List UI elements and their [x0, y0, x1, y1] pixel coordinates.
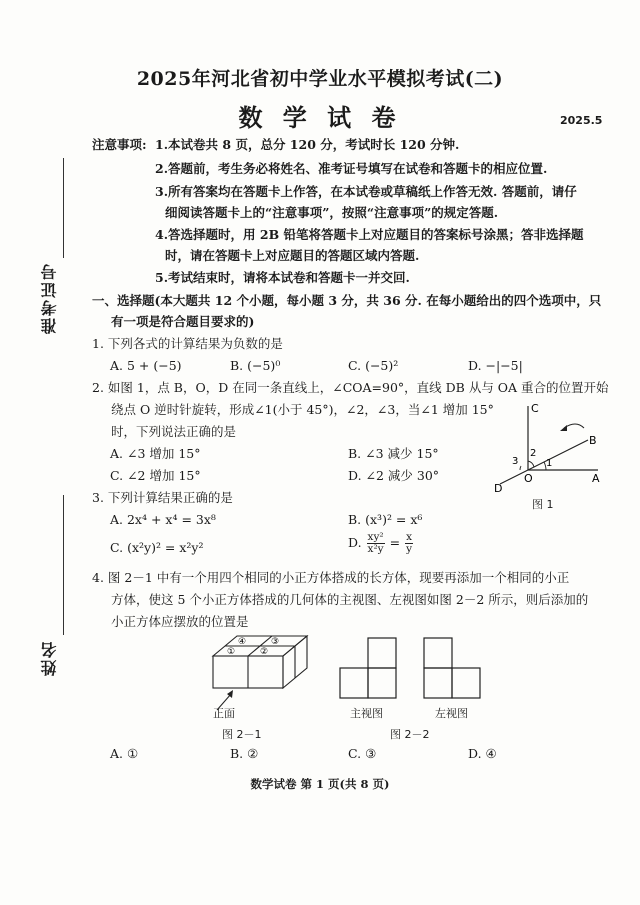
angle-arc-3: [520, 466, 521, 470]
exam-id-line: [63, 158, 64, 258]
label-1: 1: [546, 458, 553, 469]
q2-line-2: 绕点 O 逆时针旋转，形成∠1(小于 45°)，∠2，∠3，当∠1 增加 15°: [111, 402, 494, 417]
cube-label-2: ②: [260, 647, 269, 657]
q4-option-a: A. ①: [110, 746, 139, 761]
q1-option-c: C. (−5)²: [348, 358, 399, 373]
notice-item-2: 2.答题前，考生务必将姓名、准考证号填写在试卷和答题卡的相应位置.: [155, 161, 548, 176]
q1-stem: 1. 下列各式的计算结果为负数的是: [92, 336, 283, 351]
q2-option-b: B. ∠3 减少 15°: [348, 446, 439, 461]
q4-line-3: 小正方体应摆放的位置是: [111, 614, 249, 629]
q1-option-a: A. 5 + (−5): [110, 358, 182, 373]
label-b: B: [589, 434, 597, 447]
q4-line-2: 方体，使这 5 个小正方体搭成的几何体的主视图、左视图如图 2－2 所示，则后添加的: [111, 592, 589, 607]
name-label: 姓名: [40, 640, 59, 676]
q4-option-d: D. ④: [468, 746, 497, 761]
main-view-figure: [338, 636, 400, 702]
exam-date: 2025.5: [560, 114, 603, 127]
q2-option-c: C. ∠2 增加 15°: [110, 468, 201, 483]
q2-line-3: 时，下列说法正确的是: [111, 424, 237, 439]
notice-item-4: 4.答选择题时，用 2B 铅笔将答题卡上对应题目的答案标号涂黑；答非选择题: [155, 227, 584, 242]
q3-option-c: C. (x²y)² = x²y²: [110, 540, 204, 555]
q3-option-b: B. (x³)² = x⁶: [348, 512, 423, 527]
notice-item-3-cont: 细阅读答题卡上的“注意事项”，按照“注意事项”的规定答题.: [165, 205, 499, 220]
notice-item-4-cont: 时，请在答题卡上对应题目的答题区域内答题.: [165, 248, 420, 263]
figure-2-2-caption: 图 2－2: [390, 728, 430, 741]
front-label: 正面: [213, 707, 235, 720]
label-c: C: [531, 402, 539, 415]
q2-line-1: 2. 如图 1，点 B，O，D 在同一条直线上，∠COA=90°，直线 DB 从与 OA 重合的位置开始: [92, 380, 609, 395]
cube-label-1: ①: [227, 647, 236, 657]
cube-label-4: ④: [238, 637, 247, 647]
q3-d-lhs-num: xy²: [367, 531, 384, 543]
section-heading-cont: 有一项是符合题目要求的): [111, 314, 255, 329]
q4-option-b: B. ②: [230, 746, 259, 761]
page-footer: 数学试卷 第 1 页(共 8 页): [250, 777, 390, 791]
exam-subtitle: 数 学 试 卷: [238, 103, 402, 132]
exam-title: 2025年河北省初中学业水平模拟考试(二): [136, 68, 504, 90]
label-3: 3: [512, 456, 519, 467]
figure-2-1-caption: 图 2－1: [222, 728, 262, 741]
notice-item-3: 3.所有答案均在答题卡上作答，在本试卷或草稿纸上作答无效. 答题前，请仔: [155, 184, 577, 199]
exam-id-label: 准考证号: [40, 262, 59, 334]
q3-option-d: [348, 532, 414, 555]
q3-stem: 3. 下列计算结果正确的是: [92, 490, 233, 505]
angle-arc-2: [528, 461, 534, 467]
label-2: 2: [530, 448, 537, 459]
q4-line-1: 4. 图 2－1 中有一个用四个相同的小正方体搭成的长方体，现要再添加一个相同的小正: [92, 570, 570, 585]
left-view-figure: [422, 636, 484, 702]
q3-d-rhs-den: y: [406, 543, 413, 555]
q3-option-a: A. 2x⁴ + x⁴ = 3x⁸: [110, 512, 216, 527]
label-o: O: [524, 472, 533, 485]
name-line: [63, 495, 64, 635]
left-view-label: 左视图: [435, 707, 468, 720]
q3-d-lhs-fraction: [367, 532, 385, 555]
notice-label: 注意事项:: [92, 137, 147, 152]
notice-item-5: 5.考试结束时，请将本试卷和答题卡一并交回.: [155, 270, 410, 285]
q4-option-c: C. ③: [348, 746, 377, 761]
q3-option-d-label: D.: [348, 535, 362, 550]
q3-d-lhs-den: x²y: [367, 543, 384, 555]
q3-d-rhs-num: x: [406, 531, 412, 543]
q2-option-a: A. ∠3 增加 15°: [110, 446, 201, 461]
q3-d-rhs-fraction: [405, 532, 413, 555]
q2-option-d: D. ∠2 减少 30°: [348, 468, 440, 483]
section-heading: 一、选择题(本大题共 12 个小题，每小题 3 分，共 36 分. 在每小题给出的四个选项中，只: [92, 293, 602, 308]
q1-option-d: D. −|−5|: [468, 358, 523, 373]
label-d: D: [494, 482, 503, 495]
label-a: A: [592, 472, 600, 485]
figure-1-caption: 图 1: [532, 498, 554, 511]
cube-label-3: ③: [271, 637, 280, 647]
rotation-arrow-head: [560, 425, 567, 431]
main-view-label: 主视图: [350, 707, 383, 720]
q3-d-equals: =: [389, 535, 401, 550]
notice-item-1: 1.本试卷共 8 页，总分 120 分，考试时长 120 分钟.: [155, 137, 460, 152]
q1-option-b: B. (−5)⁰: [230, 358, 281, 373]
binding-margin: [30, 150, 80, 710]
